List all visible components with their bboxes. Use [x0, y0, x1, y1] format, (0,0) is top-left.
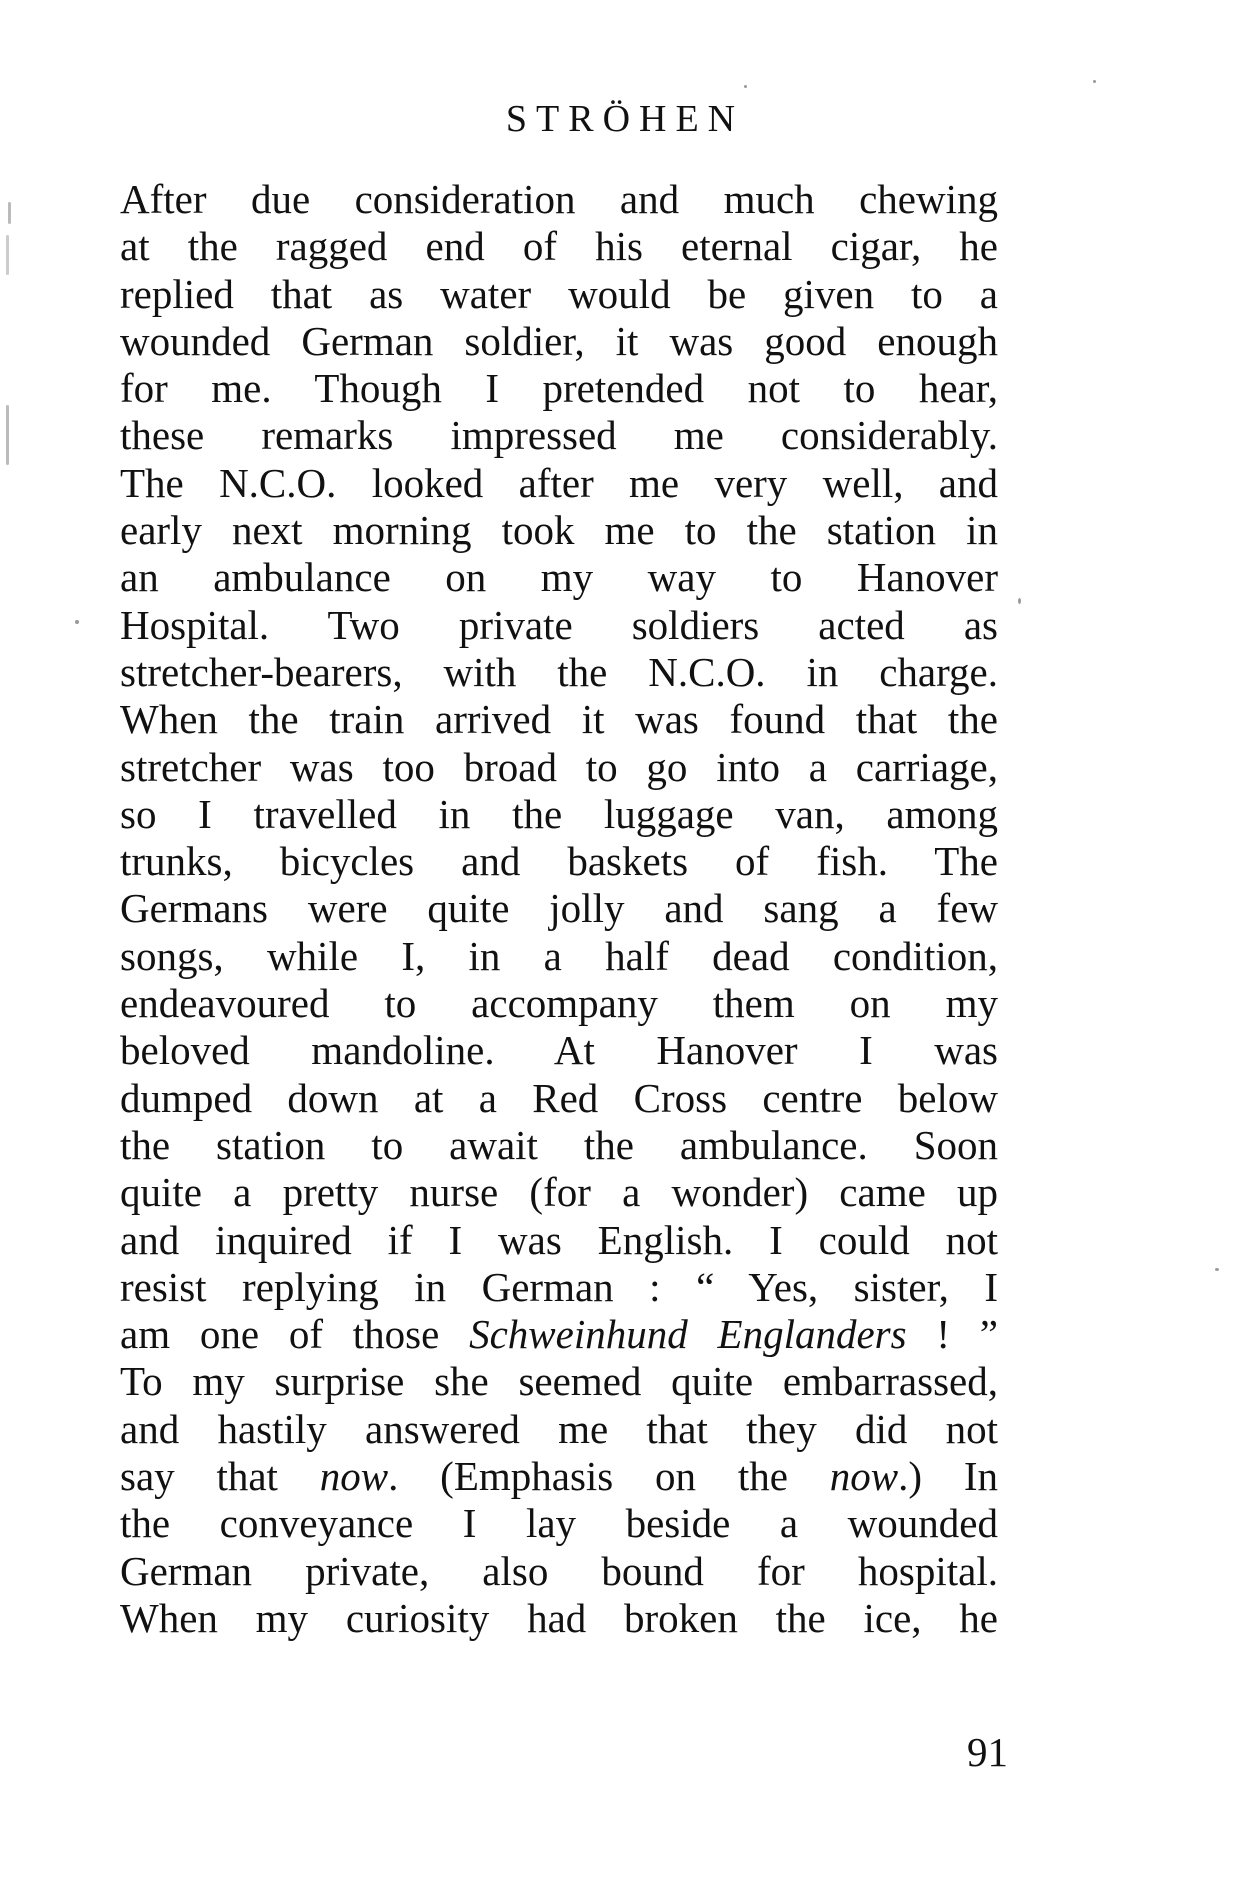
scan-speck [1093, 80, 1096, 83]
scan-speck [8, 202, 11, 224]
line-text: the station to await the ambulance. Soon [120, 1121, 998, 1168]
line-text: for me. Though I pretended not to hear, [120, 365, 998, 412]
line-text: beloved mandoline. At Hanover I was [120, 1027, 998, 1074]
line-text: stretcher was too broad to go into a carriage, [120, 743, 998, 790]
page-number: 91 [967, 1729, 1008, 1775]
line-text: .) In [898, 1453, 998, 1500]
line-text: To my surprise she seemed quite embarrassed, [120, 1358, 998, 1405]
text-line [120, 1406, 998, 1453]
scan-speck [1215, 1268, 1219, 1271]
scan-speck [6, 235, 9, 275]
line-text: am one of those [120, 1311, 470, 1358]
text-line [120, 1595, 998, 1642]
line-text: at the ragged end of his eternal cigar, he [120, 223, 998, 270]
line-text: resist replying in German : “ Yes, sister, I [120, 1263, 998, 1310]
line-text: and hastily answered me that they did not [120, 1405, 998, 1452]
text-line [120, 1169, 998, 1216]
text-line [120, 271, 998, 318]
text-line [120, 554, 998, 601]
text-line [120, 1311, 998, 1358]
text-line [120, 460, 998, 507]
line-text: the conveyance I lay beside a wounded [120, 1500, 998, 1547]
scan-speck [75, 620, 79, 624]
text-line [120, 365, 998, 412]
line-text: dumped down at a Red Cross centre below [120, 1074, 998, 1121]
line-text: and inquired if I was English. I could not [120, 1216, 998, 1263]
line-text: an ambulance on my way to Hanover [120, 554, 998, 601]
text-line [120, 602, 998, 649]
text-line [120, 318, 998, 365]
text-line [120, 696, 998, 743]
text-line [120, 649, 998, 696]
line-text: When the train arrived it was found that the [120, 696, 998, 743]
line-text: . (Emphasis on the [388, 1453, 830, 1500]
text-line [120, 223, 998, 270]
line-text: so I travelled in the luggage van, among [120, 790, 998, 837]
text-line [120, 1027, 998, 1074]
italic-text: Schweinhund Englanders [469, 1311, 907, 1358]
body-text [120, 176, 998, 1642]
line-text: wounded German soldier, it was good enough [120, 317, 998, 364]
line-text: ! ” [906, 1311, 998, 1358]
scan-speck [744, 85, 747, 88]
text-line [120, 1500, 998, 1547]
line-text: Germans were quite jolly and sang a few [120, 885, 998, 932]
text-line [120, 1075, 998, 1122]
scan-speck [1018, 598, 1021, 604]
line-text: early next morning took me to the station in [120, 507, 998, 554]
line-text: Hospital. Two private soldiers acted as [120, 601, 998, 648]
text-line [120, 1358, 998, 1405]
line-text: quite a pretty nurse (for a wonder) came up [120, 1169, 998, 1216]
text-line [120, 980, 998, 1027]
text-line [120, 1122, 998, 1169]
line-text: replied that as water would be given to a [120, 270, 998, 317]
text-line [120, 1548, 998, 1595]
line-text: endeavoured to accompany them on my [120, 980, 998, 1027]
line-text: When my curiosity had broken the ice, he [120, 1594, 998, 1641]
text-line [120, 744, 998, 791]
line-text: songs, while I, in a half dead condition, [120, 932, 998, 979]
italic-text: now [829, 1453, 899, 1500]
line-text: trunks, bicycles and baskets of fish. The [120, 838, 998, 885]
italic-text: now [319, 1453, 389, 1500]
scan-speck [6, 405, 9, 465]
line-text: stretcher-bearers, with the N.C.O. in charge. [120, 648, 998, 695]
line-text: say that [120, 1453, 320, 1500]
text-line [120, 838, 998, 885]
line-text: German private, also bound for hospital. [120, 1547, 998, 1594]
text-line [120, 1453, 998, 1500]
text-line [120, 176, 998, 223]
line-text: The N.C.O. looked after me very well, and [120, 459, 998, 506]
text-line [120, 507, 998, 554]
running-head: STRÖHEN [505, 98, 745, 140]
text-line [120, 933, 998, 980]
line-text: these remarks impressed me considerably. [120, 412, 998, 459]
text-line [120, 1217, 998, 1264]
text-line [120, 1264, 998, 1311]
text-line [120, 412, 998, 459]
text-line [120, 791, 998, 838]
text-line [120, 885, 998, 932]
line-text: After due consideration and much chewing [120, 176, 998, 222]
